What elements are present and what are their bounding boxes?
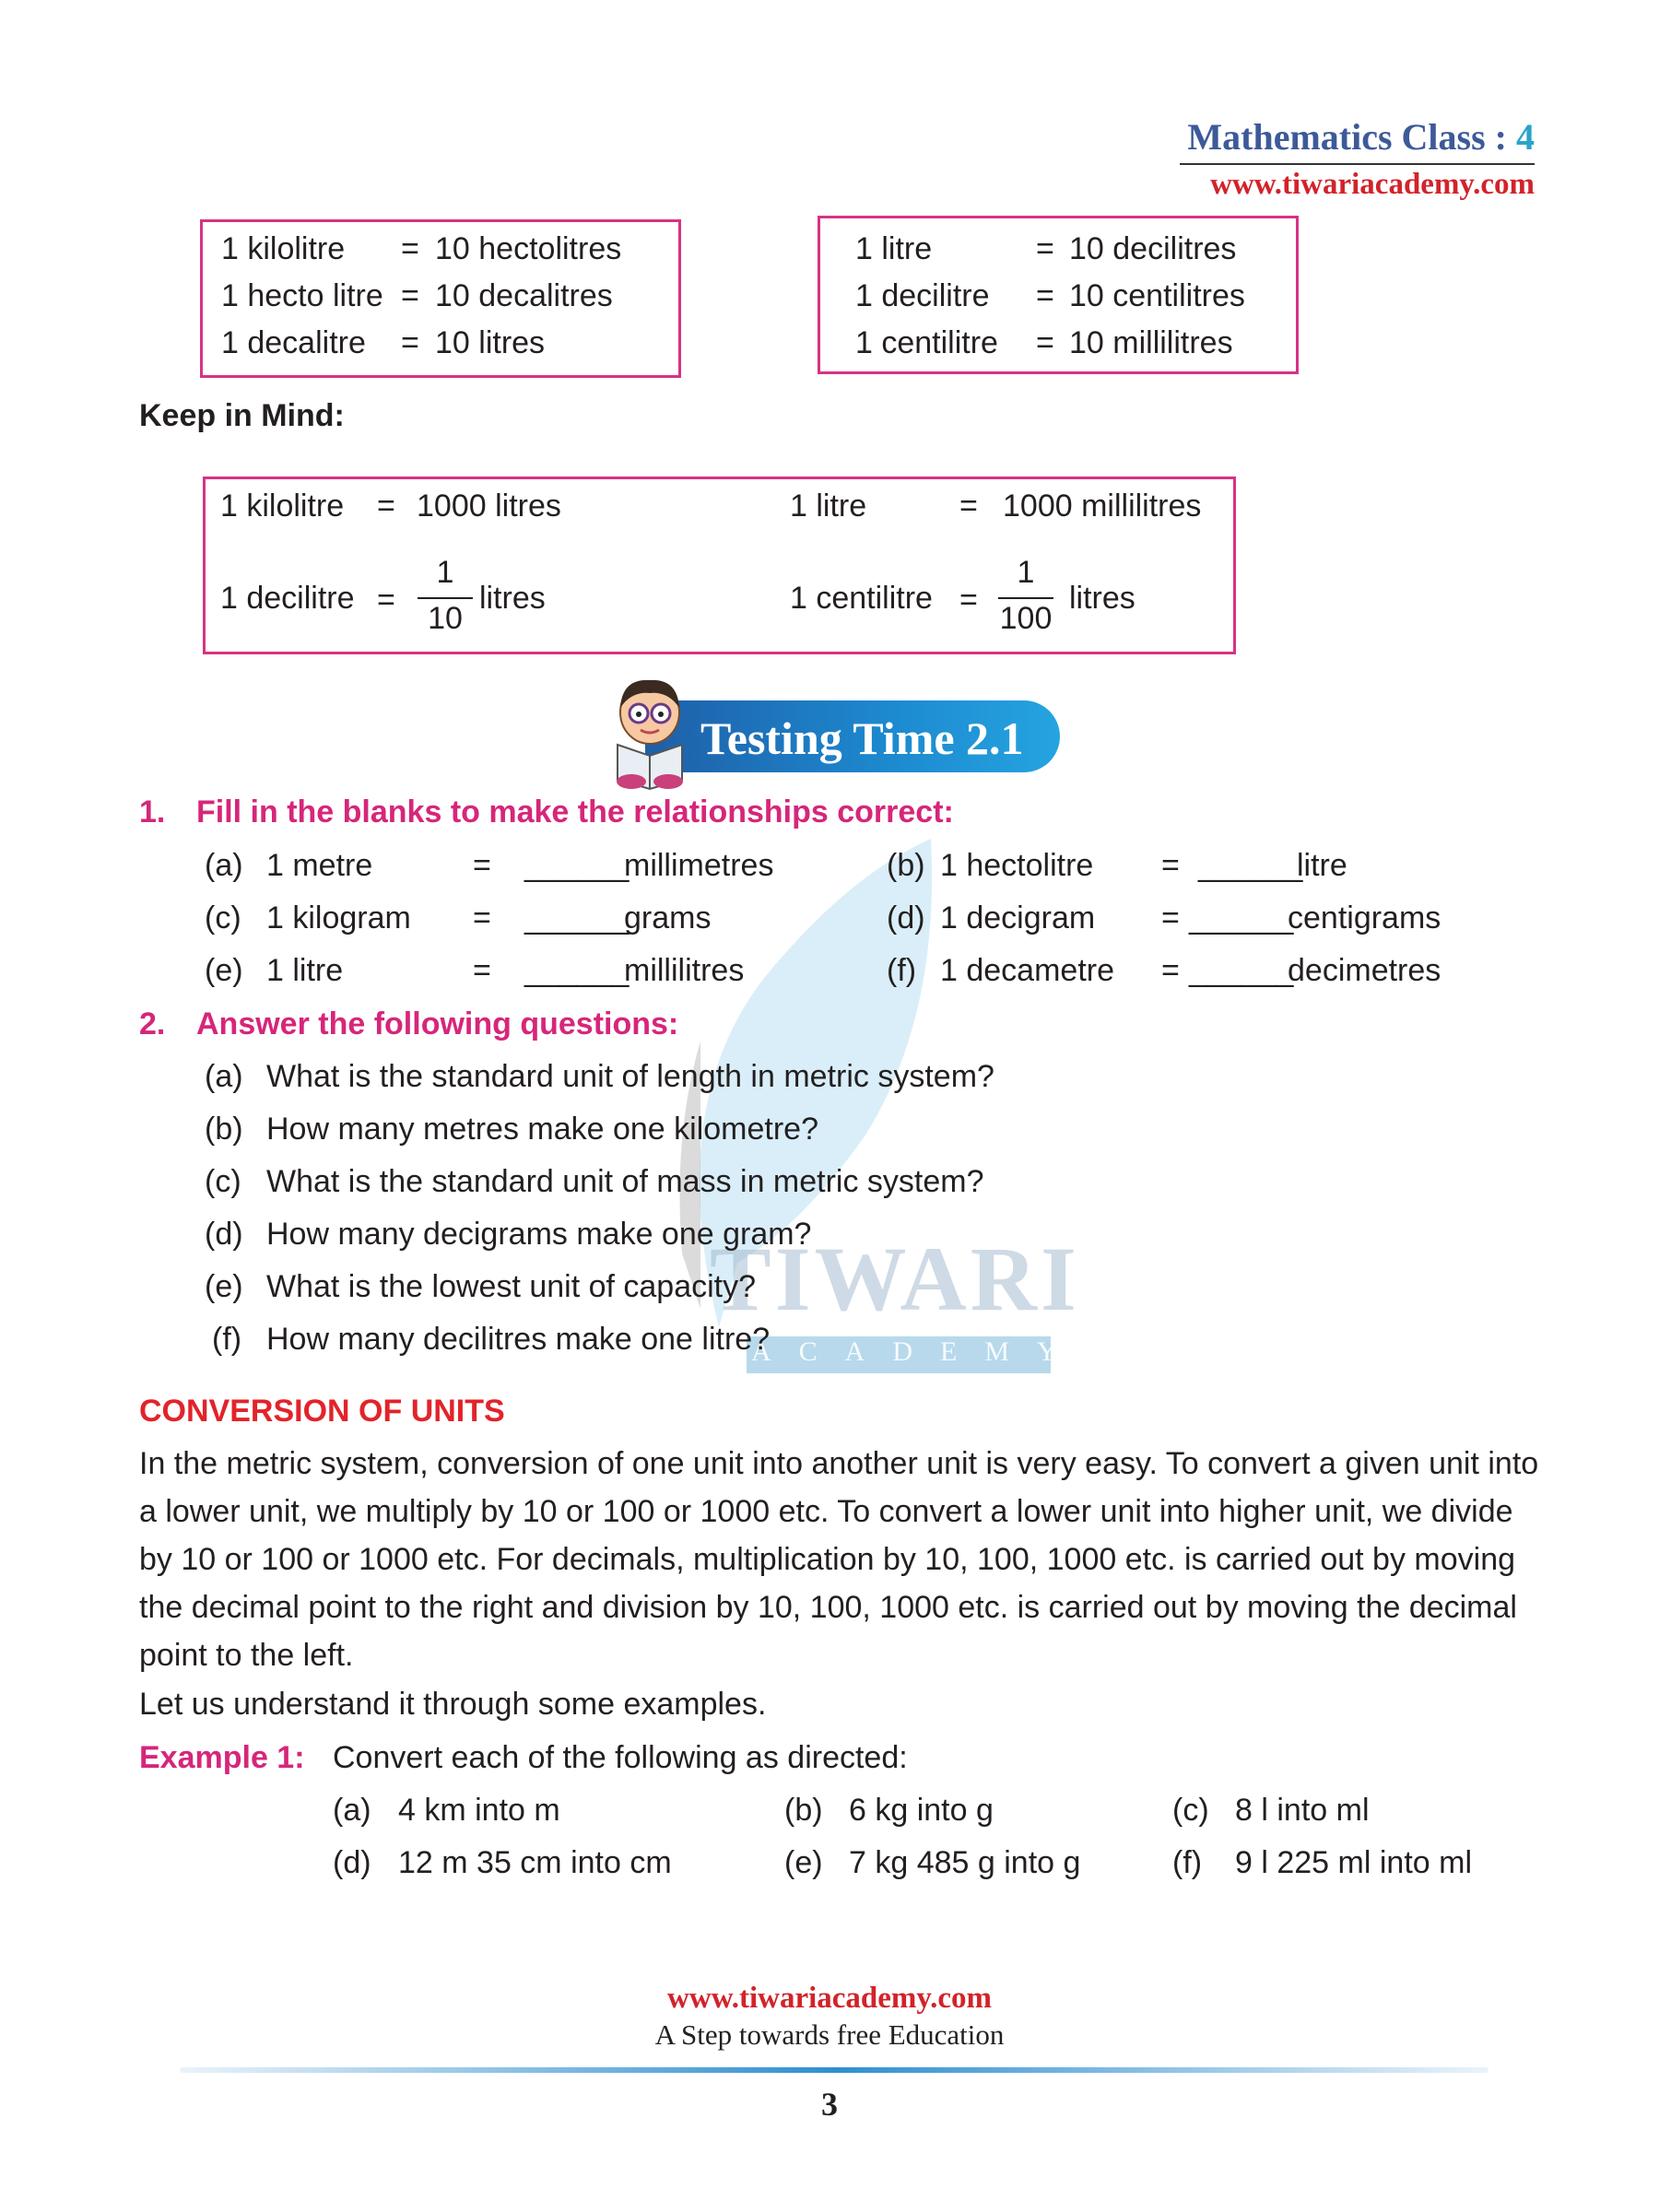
fraction-denominator: 10 — [428, 601, 463, 636]
box2-r3-rhs: 10 millilitres — [1069, 325, 1233, 360]
q1-d-lhs: 1 decigram — [940, 900, 1096, 935]
q1-a-lhs: 1 metre — [266, 848, 373, 883]
q1-d-label: (d) — [887, 900, 925, 935]
header-class-number: 4 — [1516, 116, 1535, 158]
box1-r3-eq: = — [401, 325, 419, 360]
q2-f-text: How many decilitres make one litre? — [266, 1322, 771, 1357]
ex1-c-label: (c) — [1172, 1793, 1209, 1828]
q1-d-unit: centigrams — [1288, 900, 1441, 935]
fraction-denominator: 100 — [999, 601, 1053, 636]
kim-r2-eq2: = — [959, 582, 978, 618]
q1-c-blank[interactable]: ______ — [524, 900, 629, 935]
q1-b-unit: litre — [1297, 848, 1347, 883]
box1-r2-eq: = — [401, 278, 419, 313]
q2-e-text: What is the lowest unit of capacity? — [266, 1269, 757, 1304]
q2-heading: Answer the following questions: — [196, 1006, 679, 1041]
q2-a-text: What is the standard unit of length in metric system? — [266, 1059, 994, 1094]
q1-e-blank[interactable]: ______ — [524, 953, 629, 988]
keep-in-mind-box — [203, 477, 1236, 654]
q1-heading: Fill in the blanks to make the relationships correct: — [196, 794, 954, 830]
q1-a-eq: = — [473, 848, 491, 883]
q1-f-eq: = — [1161, 953, 1180, 988]
q2-b-label: (b) — [205, 1112, 243, 1147]
q1-b-eq: = — [1161, 848, 1180, 883]
watermark-title: TIWARI — [710, 1228, 1080, 1330]
fraction-bar — [418, 597, 473, 599]
ex1-f-text: 9 l 225 ml into ml — [1235, 1845, 1472, 1880]
q2-c-text: What is the standard unit of mass in metric system? — [266, 1164, 984, 1199]
q1-f-unit: decimetres — [1288, 953, 1441, 988]
q2-d-text: How many decigrams make one gram? — [266, 1217, 812, 1252]
box2-r3-eq: = — [1036, 325, 1054, 360]
watermark-subtitle: ACADEMY — [751, 1336, 1085, 1367]
kim-r1-eq2: = — [959, 488, 978, 524]
box2-r2-rhs: 10 centilitres — [1069, 278, 1245, 313]
kim-r1-a: 1 kilolitre — [220, 488, 345, 524]
box2-r2-lhs: 1 decilitre — [855, 278, 990, 313]
examples-intro: Let us understand it through some examples. — [139, 1687, 767, 1722]
kim-r2-unit2: litres — [1069, 581, 1135, 616]
q1-a-label: (a) — [205, 848, 243, 883]
q1-e-unit: millilitres — [624, 953, 745, 988]
page-number: 3 — [821, 2086, 838, 2123]
q1-c-label: (c) — [205, 900, 241, 935]
q2-f-label: (f) — [212, 1322, 242, 1357]
conversion-box-kilolitre — [200, 219, 681, 378]
ex1-c-text: 8 l into ml — [1235, 1793, 1370, 1828]
box1-r1-eq: = — [401, 231, 419, 266]
ex1-e-text: 7 kg 485 g into g — [849, 1845, 1081, 1880]
conversion-paragraph: In the metric system, conversion of one unit into another unit is very easy. To convert a given unit into a lower unit, we multiply by 10 or 100 or 1000 etc. To convert a lower unit into higher unit, we divide by 10 or 100 or 1000 etc. For decimals, multiplication by 10, 100, 1000 etc. is carried out by moving the decimal point to the right and division by 10, 100, 1000 etc. is carried out by moving the decimal point to the left. — [139, 1446, 1539, 1673]
box1-r2-rhs: 10 decalitres — [435, 278, 613, 313]
kim-r1-d: 1000 millilitres — [1003, 488, 1202, 524]
box1-r2-lhs: 1 hecto litre — [221, 278, 383, 313]
testing-time-title: Testing Time 2.1 — [700, 712, 1024, 764]
box2-r1-lhs: 1 litre — [855, 231, 933, 266]
q2-a-label: (a) — [205, 1059, 243, 1094]
q1-e-label: (e) — [205, 953, 243, 988]
q1-e-eq: = — [473, 953, 491, 988]
kim-r1-eq: = — [377, 488, 395, 524]
q1-a-blank[interactable]: ______ — [524, 848, 629, 883]
ex1-a-text: 4 km into m — [398, 1793, 560, 1828]
q1-number: 1. — [139, 794, 166, 830]
box2-r1-rhs: 10 decilitres — [1069, 231, 1237, 266]
header-title-text: Mathematics Class : — [1187, 116, 1516, 158]
fraction-numerator: 1 — [1017, 555, 1035, 590]
q1-b-blank[interactable]: ______ — [1198, 848, 1303, 883]
footer-url[interactable]: www.tiwariacademy.com — [667, 1982, 992, 2015]
conversion-box-litre — [818, 216, 1299, 374]
box2-r2-eq: = — [1036, 278, 1054, 313]
q1-b-lhs: 1 hectolitre — [940, 848, 1094, 883]
box1-r1-rhs: 10 hectolitres — [435, 231, 622, 266]
kim-r2-a: 1 decilitre — [220, 581, 355, 616]
kim-r2-unit1: litres — [479, 581, 546, 616]
ex1-b-text: 6 kg into g — [849, 1793, 994, 1828]
kim-r1-b: 1000 litres — [417, 488, 561, 524]
q2-e-label: (e) — [205, 1269, 243, 1304]
box2-r1-eq: = — [1036, 231, 1054, 266]
example1-text: Convert each of the following as directed: — [333, 1740, 908, 1775]
q1-d-eq: = — [1161, 900, 1180, 935]
kim-r2-eq: = — [377, 582, 395, 618]
ex1-d-label: (d) — [333, 1845, 371, 1880]
q1-a-unit: millimetres — [624, 848, 774, 883]
box1-r1-lhs: 1 kilolitre — [221, 231, 346, 266]
q2-b-text: How many metres make one kilometre? — [266, 1112, 819, 1147]
ex1-d-text: 12 m 35 cm into cm — [398, 1845, 672, 1880]
keep-in-mind-heading: Keep in Mind: — [139, 398, 345, 433]
header-title — [1187, 115, 1535, 159]
conversion-heading: CONVERSION OF UNITS — [139, 1394, 505, 1429]
ex1-b-label: (b) — [784, 1793, 823, 1828]
ex1-f-label: (f) — [1172, 1845, 1203, 1880]
q1-e-lhs: 1 litre — [266, 953, 344, 988]
fraction-bar — [998, 597, 1053, 599]
box1-r3-rhs: 10 litres — [435, 325, 546, 360]
q1-c-lhs: 1 kilogram — [266, 900, 411, 935]
header-divider — [1180, 163, 1535, 165]
fraction-numerator: 1 — [436, 555, 454, 590]
example1-label: Example 1: — [139, 1740, 305, 1775]
q1-f-blank[interactable]: ______ — [1189, 953, 1294, 988]
footer-tagline: A Step towards free Education — [654, 2018, 1005, 2051]
q1-c-eq: = — [473, 900, 491, 935]
q1-c-unit: grams — [624, 900, 712, 935]
kim-r1-c: 1 litre — [790, 488, 867, 524]
q1-d-blank[interactable]: ______ — [1189, 900, 1294, 935]
box2-r3-lhs: 1 centilitre — [855, 325, 998, 360]
boy-reading-icon — [604, 671, 696, 791]
q1-f-lhs: 1 decametre — [940, 953, 1114, 988]
q2-number: 2. — [139, 1006, 166, 1041]
q2-d-label: (d) — [205, 1217, 243, 1252]
q2-c-label: (c) — [205, 1164, 241, 1199]
ex1-a-label: (a) — [333, 1793, 371, 1828]
box1-r3-lhs: 1 decalitre — [221, 325, 366, 360]
ex1-e-label: (e) — [784, 1845, 823, 1880]
kim-r2-c: 1 centilitre — [790, 581, 933, 616]
q1-b-label: (b) — [887, 848, 925, 883]
footer-divider — [180, 2067, 1488, 2073]
q1-f-label: (f) — [887, 953, 917, 988]
header-url[interactable]: www.tiwariacademy.com — [1210, 168, 1535, 201]
